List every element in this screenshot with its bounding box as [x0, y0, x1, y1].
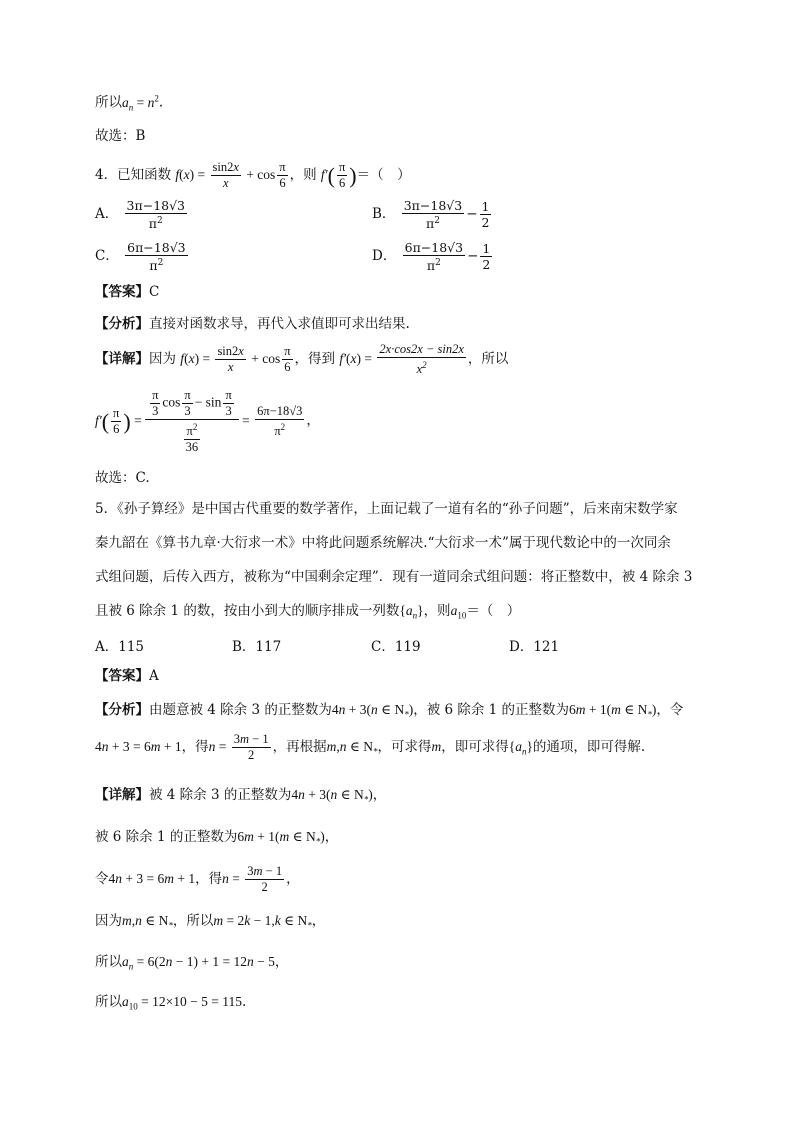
text: ，: [274, 954, 289, 970]
formula-4n3: 4n + 3(n ∈ $N_*$): [331, 702, 414, 720]
text: ，: [286, 871, 300, 887]
q5-analysis-line1: [95, 700, 683, 725]
q4-evaluation: [95, 388, 320, 455]
formula-equation-2: 4n + 3 = 6m + 1: [108, 871, 196, 886]
answer-value: A: [149, 668, 159, 684]
formula-n-2: n = $\frac{3m - 1}{2}$: [222, 864, 283, 895]
text: 所以: [95, 94, 122, 111]
option-label: D．: [372, 248, 397, 265]
q5-detail-line1: [95, 785, 386, 810]
q4-analysis: [95, 314, 410, 334]
text: ，再根据: [272, 739, 327, 755]
formula-an-general: $a_n = 6(2n - 1) + 1 = 12n - 5$: [122, 954, 275, 972]
q5-option-b[interactable]: B．117: [232, 639, 282, 655]
option-label: C．: [95, 248, 119, 265]
formula-a10: $a_{10} = 12\times 10 - 5 = 115$: [122, 994, 242, 1012]
text: 且被 6 除余 1 的数，按由小到大的顺序排成一列数: [95, 603, 400, 619]
text: 被 6 除余 1 的正整数为: [95, 829, 238, 845]
formula-an: $a_n = n^2$: [122, 93, 159, 113]
text: ，: [324, 829, 339, 845]
text: 已知函数: [117, 167, 172, 183]
q4-choice: 故选：C.: [95, 470, 150, 486]
q5-stem-line1: 5．《孙子算经》是中国古代重要的数学著作，上面记载了一道有名的“孙子问题”，后来南宋数学家: [95, 501, 678, 517]
text: ＝（ ）: [356, 167, 411, 183]
answer-tag: 【答案】: [95, 284, 149, 300]
text: ，得: [195, 871, 223, 887]
formula-mn-2: m,n ∈ $N_*$: [122, 913, 173, 931]
q4-stem: [95, 158, 411, 193]
q4-detail: [95, 342, 508, 377]
text: 所以: [95, 954, 122, 970]
formula-m: m: [431, 739, 442, 754]
q4-answer: [95, 282, 159, 302]
text: 令: [95, 871, 109, 887]
q5-stem-line4: [95, 601, 520, 626]
analysis-text: 直接对函数求导，再代入求值即可求出结果.: [149, 316, 410, 332]
sequence-an-2: $\{a_n\}$: [508, 739, 533, 757]
q5-answer: [95, 666, 159, 686]
text: 因为: [95, 913, 122, 929]
q4-evaluation-formula: f′( $\frac{\pi}{6}$ ) = $\frac{\pi}{3}$ cos $\frac{\pi}{3}$ − sin $\frac{\pi}{3}$ $\frac{\pi^2}{36}$ = $\frac{6\pi-18√3}{\pi^2}$: [95, 388, 303, 455]
q4-option-c[interactable]: C． $\frac{6\pi-18√3}{\pi^2}$: [95, 240, 186, 274]
q5-detail-line6: [95, 992, 246, 1017]
text: 因为: [149, 351, 176, 367]
formula-4n3-2: 4n + 3(n ∈ $N_*$): [291, 787, 373, 805]
formula-6m1-2: 6m + 1(m ∈ $N_*$): [237, 829, 325, 847]
text: ，可求得: [377, 739, 432, 755]
text: ，得: [181, 739, 209, 755]
q5-detail-line4: [95, 911, 325, 936]
text: ，则: [423, 603, 451, 619]
text: ，则: [289, 167, 317, 183]
formula-6m1: 6m + 1(m ∈ $N_*$): [569, 702, 657, 720]
text: ，令: [656, 702, 684, 718]
text: ，被 6 除余 1 的正整数为: [413, 702, 570, 718]
text: 所以: [95, 994, 122, 1010]
detail-tag: 【详解】: [95, 351, 149, 367]
q5-detail-line5: [95, 952, 288, 977]
analysis-tag: 【分析】: [95, 702, 149, 718]
answer-tag: 【答案】: [95, 668, 149, 684]
q4-detail-function: f(x) = $\frac{\sin 2x}{x}$ + cos $\frac{\pi}{6}$: [180, 344, 291, 375]
formula-mn: m,n ∈ $N_*$: [326, 739, 378, 757]
q5-option-c[interactable]: C．119: [371, 639, 421, 655]
term-a10: $a_{10}$: [450, 603, 467, 621]
text: 的通项，即可得解.: [532, 739, 646, 755]
answer-value: C: [149, 284, 160, 300]
q5-option-a[interactable]: A．115: [95, 639, 145, 655]
prev-conclusion: [95, 88, 163, 117]
q4-option-a[interactable]: A． $\frac{3\pi-18√3}{\pi^2}$: [95, 198, 186, 232]
q4-function: f(x) = $\frac{\sin 2x}{x}$ + cos $\frac{\pi}{6}$: [175, 160, 286, 191]
text: ，得到: [294, 351, 336, 367]
text: .: [158, 94, 164, 111]
q5-detail-line3: [95, 862, 300, 896]
detail-tag: 【详解】: [95, 787, 149, 803]
q4-detail-derivative: f′(x) = $\frac{2x\cdot\cos 2x - \sin 2x}{x^2}$: [339, 342, 464, 377]
text: ，即可求得: [441, 739, 509, 755]
text: ，: [372, 787, 387, 803]
q5-analysis-line2: [95, 730, 645, 769]
q5-stem-line3: 式组问题，后传入西方，被称为“中国剩余定理”．现有一道同余式组问题：将正整数中，被 4 除余 3: [95, 569, 693, 585]
q4-number: 4．: [95, 167, 118, 183]
sequence-an: $\{a_n\}$: [399, 603, 424, 621]
text: .: [241, 994, 247, 1010]
text: ，: [306, 412, 320, 429]
text: ，: [311, 913, 326, 929]
option-label: B．: [372, 206, 396, 223]
text: ，所以: [172, 913, 214, 929]
prev-choice: 故选：B: [95, 128, 146, 144]
q4-option-b[interactable]: B． $\frac{3\pi-18√3}{\pi^2}$ − $\frac{1}{2}$: [372, 198, 490, 232]
q5-option-d[interactable]: D．121: [509, 639, 560, 655]
text: 被 4 除余 3 的正整数为: [149, 787, 292, 803]
text: 由题意被 4 除余 3 的正整数为: [149, 702, 332, 718]
q4-option-d[interactable]: D． $\frac{6\pi-18√3}{\pi^2}$ − $\frac{1}{2}$: [372, 240, 491, 274]
q4-derivative-target: f′( $\frac{\pi}{6}$ ): [320, 160, 357, 191]
option-label: A．: [95, 206, 119, 223]
analysis-tag: 【分析】: [95, 316, 149, 332]
q5-stem-line2: 秦九韶在《算书九章·大衍求一术》中将此问题系统解决.“大衍求一术”属于现代数论中的一次同余: [95, 535, 671, 551]
formula-equation: 4n + 3 = 6m + 1: [95, 739, 182, 754]
text: ＝（ ）: [466, 603, 521, 619]
q5-detail-line2: [95, 827, 338, 852]
formula-n: n = $\frac{3m - 1}{2}$: [208, 732, 269, 763]
formula-m-2k: m = 2k − 1,k ∈ $N_*$: [213, 913, 312, 931]
text: ，所以: [467, 351, 509, 367]
